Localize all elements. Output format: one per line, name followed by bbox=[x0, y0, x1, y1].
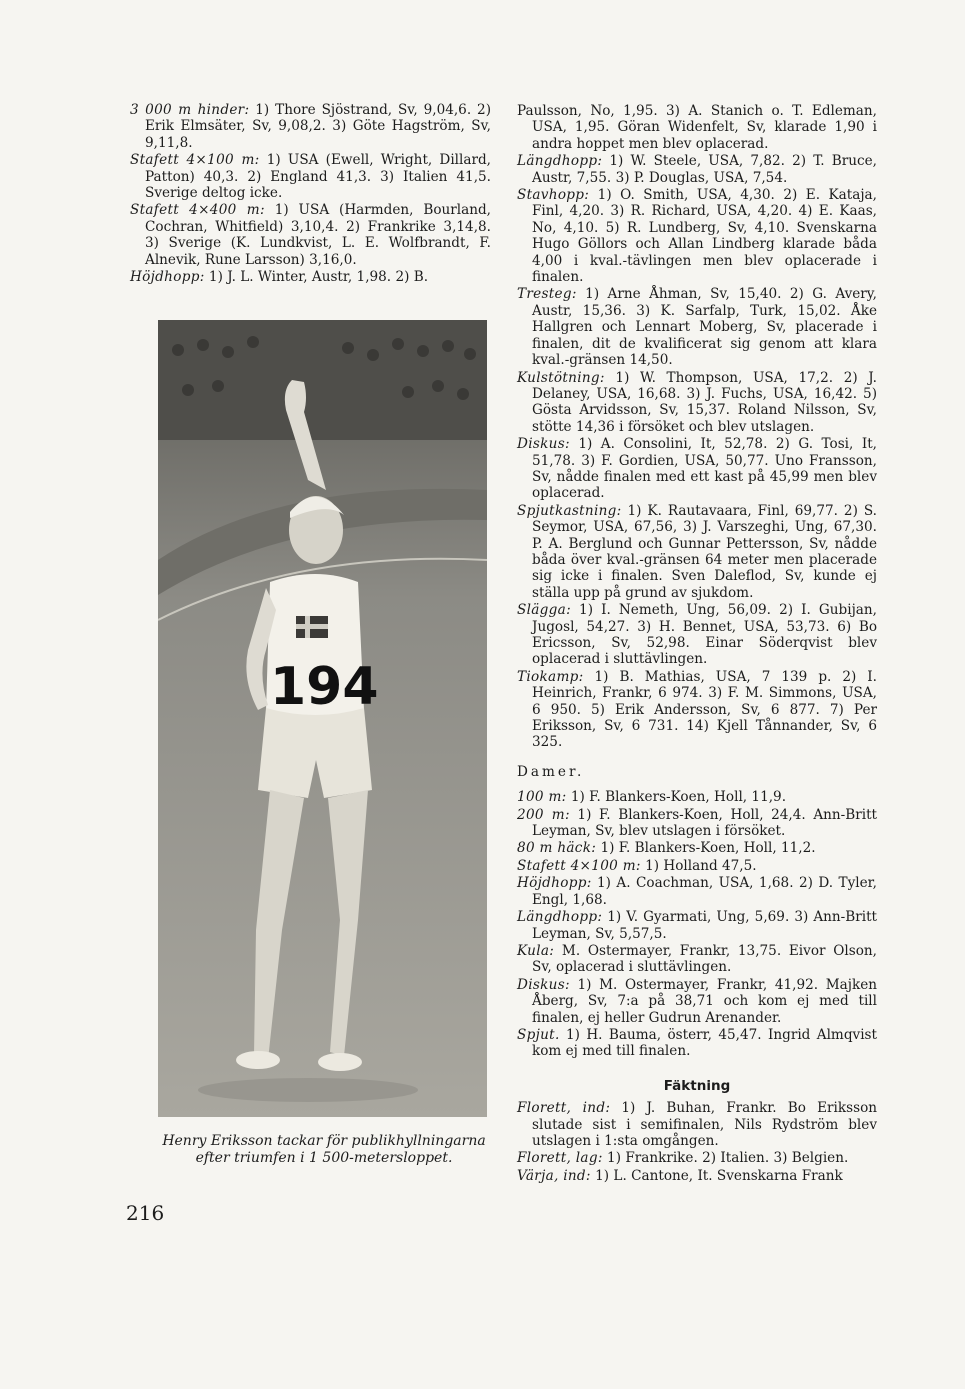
event-label: Diskus: bbox=[517, 976, 570, 993]
result-entry bbox=[517, 436, 877, 502]
bib-number: 194 bbox=[270, 657, 379, 717]
event-results: 1) B. Mathias, USA, 7 139 p. 2) I. Heinrich, Frankr, 6 974. 3) F. M. Simmons, USA, 6 950. 5) Erik Andersson, Sv, 6 877. 7) Per Eriksson, Sv, 6 731. 14) Kjell Tånnander, Sv, 6 325. bbox=[532, 668, 877, 751]
result-entry bbox=[130, 102, 491, 151]
result-entry bbox=[517, 1150, 877, 1166]
event-results: 1) Arne Åhman, Sv, 15,40. 2) G. Avery, Austr, 15,36. 3) K. Sarfalp, Turk, 15,02. Åke Hallgren och Lennart Moberg, Sv, placerade i finalen, dit de kvalificerat sig genom att klara kval.-gränsen 14,50. bbox=[532, 286, 877, 369]
result-entry bbox=[130, 152, 491, 201]
section-heading-damer: Damer. bbox=[517, 763, 585, 780]
event-label: Stafett 4×400 m: bbox=[130, 202, 265, 219]
result-entry bbox=[517, 789, 877, 805]
athlete-photo-illustration bbox=[158, 320, 487, 1117]
event-label: 80 m häck: bbox=[517, 840, 597, 857]
event-results: 1) F. Blankers-Koen, Holl, 24,4. Ann-Britt Leyman, Sv, blev utslagen i försöket. bbox=[532, 806, 877, 840]
result-entry bbox=[517, 1168, 877, 1184]
event-label: Spjutkastning: bbox=[517, 502, 622, 519]
event-results: 1) J. L. Winter, Austr, 1,98. 2) B. bbox=[204, 269, 429, 286]
photo-caption: Henry Eriksson tackar för publikhyllningarna efter triumfen i 1 500-metersloppet. bbox=[162, 1133, 486, 1166]
result-entry bbox=[517, 807, 877, 840]
event-label: 3 000 m hinder: bbox=[130, 102, 250, 118]
result-entry bbox=[517, 286, 877, 368]
result-entry bbox=[517, 1027, 877, 1060]
event-results: 1) Thore Sjöstrand, Sv, 9,04,6. 2) Erik Elmsäter, Sv, 9,08,2. 3) Göte Hagström, Sv, 9,11,8. bbox=[145, 102, 492, 151]
event-results: 1) I. Nemeth, Ung, 56,09. 2) I. Gubijan, Jugosl, 54,27. 3) H. Bennet, USA, 53,73. 6) Bo Ericsson, Sv, 52,98. Einar Söderqvist blev oplacerad i sluttävlingen. bbox=[532, 602, 877, 668]
event-label: Tresteg: bbox=[517, 286, 577, 303]
result-entry bbox=[517, 909, 877, 942]
event-results: 1) A. Consolini, It, 52,78. 2) G. Tosi, It, 51,78. 3) F. Gordien, USA, 50,77. Uno Fransson, Sv, nådde finalen med ett kast på 45,99 men blev oplacerad. bbox=[532, 436, 877, 502]
event-label: Florett, ind: bbox=[517, 1100, 611, 1117]
event-results: 1) K. Rautavaara, Finl, 69,77. 2) S. Seymor, USA, 67,56, 3) J. Varszeghi, Ung, 67,30. P. A. Berglund och Gunnar Pettersson, Sv, nådde båda över kval.-gränsen 64 meter men placerade sig icke i finalen. Sven Daleflod, Sv, kunde ej ställa upp på grund av sjukdom. bbox=[532, 502, 877, 601]
event-label: Stavhopp: bbox=[517, 187, 590, 204]
event-results: Paulsson, No, 1,95. 3) A. Stanich o. T. Edleman, USA, 1,95. Göran Widenfelt, Sv, klarade 1,90 i andra hoppet men blev oplacerad. bbox=[517, 103, 877, 152]
event-label: Höjdhopp: bbox=[517, 875, 592, 892]
event-label: Florett, lag: bbox=[517, 1150, 603, 1167]
result-entry bbox=[517, 153, 877, 186]
event-results: 1) V. Gyarmati, Ung, 5,69. 3) Ann-Britt Leyman, Sv, 5,57,5. bbox=[532, 909, 877, 942]
right-column bbox=[517, 103, 877, 1185]
result-entry bbox=[517, 187, 877, 285]
result-entry bbox=[130, 202, 491, 268]
result-entry bbox=[517, 858, 877, 874]
page-number: 216 bbox=[126, 1201, 165, 1225]
event-label: Spjut. bbox=[517, 1026, 560, 1043]
result-entry bbox=[517, 370, 877, 436]
athlete-photo bbox=[158, 320, 487, 1117]
result-entry bbox=[517, 1100, 877, 1149]
event-results: 1) F. Blankers-Koen, Holl, 11,2. bbox=[596, 840, 816, 857]
event-results: 1) J. Buhan, Frankr. Bo Eriksson slutade sist i semifinalen, Nils Rydström blev utslagen i 1:sta omgången. bbox=[532, 1100, 878, 1149]
event-results: 1) USA (Ewell, Wright, Dillard, Patton) 40,3. 2) England 41,3. 3) Italien 41,5. Sverige deltog icke. bbox=[145, 152, 491, 202]
result-entry bbox=[517, 602, 877, 668]
event-results: 1) USA (Harmden, Bourland, Cochran, Whitfield) 3,10,4. 2) Frankrike 3,14,8. 3) Sverige (K. Lundkvist, L. E. Wolfbrandt, F. Alnevik, Rune Larsson) 3,16,0. bbox=[145, 202, 492, 268]
event-label: Längdhopp: bbox=[517, 153, 603, 170]
event-results: 1) M. Ostermayer, Frankr, 41,92. Majken Åberg, Sv, 7:a på 38,71 och kom ej med till finalen, ej heller Gudrun Arenander. bbox=[532, 976, 877, 1026]
event-label: Kulstötning: bbox=[517, 369, 605, 386]
result-entry bbox=[130, 269, 491, 285]
left-column bbox=[130, 102, 491, 286]
event-label: Diskus: bbox=[517, 436, 570, 453]
result-entry bbox=[517, 103, 877, 152]
section-heading-faktning: Fäktning bbox=[663, 1077, 731, 1094]
event-results: 1) L. Cantone, It. Svenskarna Frank bbox=[590, 1167, 843, 1184]
event-label: 200 m: bbox=[517, 806, 570, 823]
event-results: 1) A. Coachman, USA, 1,68. 2) D. Tyler, Engl, 1,68. bbox=[532, 875, 877, 908]
event-label: Slägga: bbox=[517, 602, 571, 619]
event-label: Tiokamp: bbox=[517, 668, 584, 685]
event-results: 1) H. Bauma, österr, 45,47. Ingrid Almqvist kom ej med till finalen. bbox=[532, 1026, 877, 1060]
event-label: Stafett 4×100 m: bbox=[130, 152, 260, 169]
event-results: 1) F. Blankers-Koen, Holl, 11,9. bbox=[566, 789, 787, 806]
event-results: 1) Holland 47,5. bbox=[640, 857, 757, 874]
result-entry bbox=[517, 875, 877, 908]
result-entry bbox=[517, 943, 877, 976]
event-label: Längdhopp: bbox=[517, 909, 603, 926]
event-results: 1) Frankrike. 2) Italien. 3) Belgien. bbox=[602, 1150, 849, 1167]
result-entry bbox=[517, 840, 877, 856]
event-label: 100 m: bbox=[517, 789, 567, 806]
event-label: Värja, ind: bbox=[517, 1167, 591, 1184]
result-entry bbox=[517, 977, 877, 1026]
event-label: Höjdhopp: bbox=[130, 269, 205, 286]
event-results: 1) O. Smith, USA, 4,30. 2) E. Kataja, Finl, 4,20. 3) R. Richard, USA, 4,20. 4) E. Kaas, No, 4,10. 5) R. Lundberg, Sv, 4,10. Svenskarna Hugo Göllors och Allan Lindberg klarade båda 4,00 i kval.-tävlingen men blev oplacerade i finalen. bbox=[532, 187, 877, 286]
result-entry bbox=[517, 669, 877, 751]
result-entry bbox=[517, 503, 877, 601]
event-label: Stafett 4×100 m: bbox=[517, 857, 641, 874]
event-results: 1) W. Thompson, USA, 17,2. 2) J. Delaney, USA, 16,68. 3) J. Fuchs, USA, 16,42. 5) Gösta Arvidsson, Sv, 15,37. Roland Nilsson, Sv, stötte 14,36 i försöket och blev utslagen. bbox=[532, 369, 877, 435]
event-results: M. Ostermayer, Frankr, 13,75. Eivor Olson, Sv, oplacerad i sluttävlingen. bbox=[532, 942, 877, 976]
event-label: Kula: bbox=[517, 942, 555, 959]
event-results: 1) W. Steele, USA, 7,82. 2) T. Bruce, Austr, 7,55. 3) P. Douglas, USA, 7,54. bbox=[532, 153, 877, 186]
